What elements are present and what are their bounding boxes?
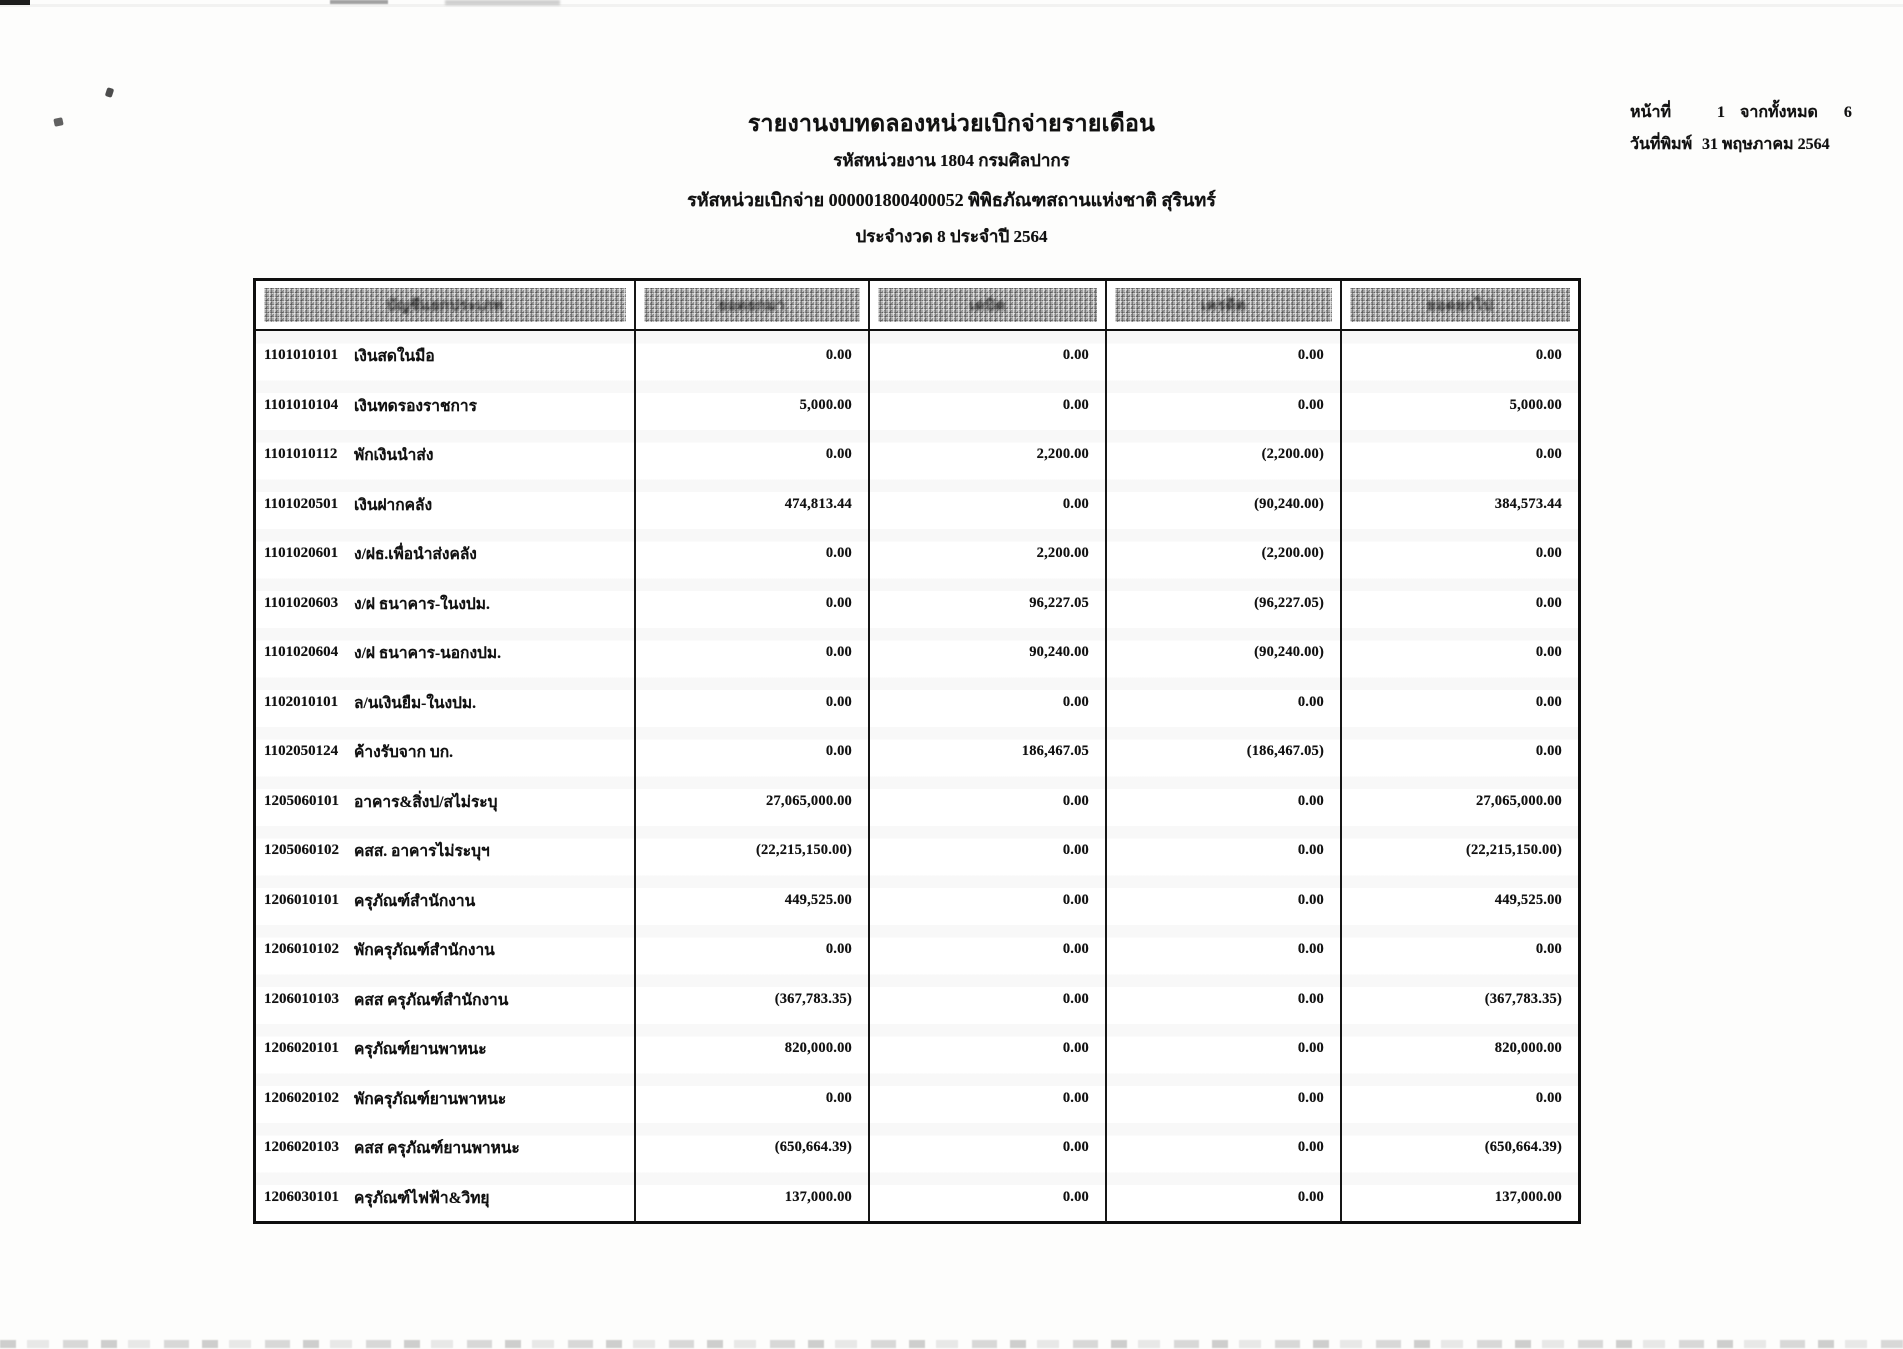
amount-carried-forward: 5,000.00: [1509, 396, 1562, 413]
amount-brought-forward: 0.00: [636, 430, 870, 480]
amount-brought-forward: 820,000.00: [636, 1024, 870, 1074]
account-cell: [256, 331, 636, 381]
account-name: คสส ครุภัณฑ์ยานพาหนะ: [354, 1140, 520, 1158]
amount-debit: 0.00: [870, 1173, 1107, 1223]
account-cell: [256, 480, 636, 530]
account-code: 1206030101: [264, 1188, 339, 1205]
table-body: [256, 331, 1578, 1222]
account-name: คสส. อาคารไม่ระบุฯ: [354, 843, 490, 861]
column-header-label: เดบิต: [969, 298, 1006, 314]
column-header-brought-forward: [636, 281, 870, 329]
amount-brought-forward: 137,000.00: [636, 1173, 870, 1223]
amount-credit: (186,467.05): [1107, 727, 1342, 777]
amount-brought-forward: 449,525.00: [636, 876, 870, 926]
total-pages-label: จากทั้งหมด: [1740, 104, 1818, 121]
amount-debit: 0.00: [870, 1074, 1107, 1124]
account-name: อาคาร&สิ่งป/สไม่ระบุ: [354, 793, 498, 811]
account-name: พักครุภัณฑ์ยานพาหนะ: [354, 1090, 507, 1108]
scan-artifact-top-smudge: [445, 0, 560, 5]
amount-credit: (2,200.00): [1107, 430, 1342, 480]
account-cell: [256, 430, 636, 480]
amount-brought-forward: 0.00: [636, 628, 870, 678]
table-row: [256, 826, 1578, 876]
amount-carried-forward: 0.00: [1535, 743, 1562, 760]
amount-brought-forward: 0.00: [636, 1074, 870, 1124]
account-code: 1206020102: [264, 1089, 339, 1106]
account-name: คสส ครุภัณฑ์สำนักงาน: [354, 991, 509, 1009]
amount-carried-forward: 0.00: [1535, 941, 1562, 958]
amount-brought-forward: (22,215,150.00): [636, 826, 870, 876]
amount-credit: (90,240.00): [1107, 480, 1342, 530]
amount-debit: 0.00: [870, 480, 1107, 530]
amount-credit: (96,227.05): [1107, 579, 1342, 629]
degraded-header-band: [644, 288, 860, 322]
amount-carried-forward: 0.00: [1535, 644, 1562, 661]
account-code: 1102050124: [264, 743, 339, 760]
table-header-row: [256, 281, 1578, 331]
amount-credit: 0.00: [1107, 777, 1342, 827]
amount-debit: 0.00: [870, 777, 1107, 827]
report-title: รายงานงบทดลองหน่วยเบิกจ่ายรายเดือน: [747, 111, 1156, 136]
total-pages: 6: [1843, 104, 1852, 121]
account-code: 1101020603: [264, 594, 339, 611]
amount-carried-forward: 27,065,000.00: [1476, 792, 1562, 809]
column-header-label: บัญชีแยกประเภท: [386, 298, 504, 314]
account-cell: [256, 579, 636, 629]
account-cell: [256, 678, 636, 728]
amount-brought-forward: 0.00: [636, 579, 870, 629]
account-cell: [256, 777, 636, 827]
account-code: 1206010103: [264, 990, 339, 1007]
amount-debit: 2,200.00: [870, 430, 1107, 480]
amount-debit: 0.00: [870, 1024, 1107, 1074]
table-row: [256, 1123, 1578, 1173]
account-name: เงินทดรองราชการ: [354, 397, 477, 415]
account-cell: [256, 727, 636, 777]
amount-carried-forward: (367,783.35): [1484, 990, 1562, 1007]
account-code: 1102010101: [264, 693, 339, 710]
degraded-header-band: [1350, 288, 1570, 322]
amount-debit: 0.00: [870, 678, 1107, 728]
account-cell: [256, 529, 636, 579]
amount-credit: 0.00: [1107, 826, 1342, 876]
account-cell: [256, 975, 636, 1025]
amount-brought-forward: 5,000.00: [636, 381, 870, 431]
account-code: 1101020604: [264, 644, 339, 661]
account-name: เงินสดในมือ: [354, 348, 435, 366]
account-code: 1101010112: [264, 446, 338, 463]
amount-credit: 0.00: [1107, 1123, 1342, 1173]
scan-artifact-speck: [105, 87, 114, 98]
account-code: 1101010101: [264, 347, 339, 364]
account-code: 1205060101: [264, 792, 339, 809]
page-number: 1: [1717, 104, 1725, 121]
account-name: ครุภัณฑ์สำนักงาน: [354, 892, 476, 910]
amount-debit: 0.00: [870, 331, 1107, 381]
amount-debit: 2,200.00: [870, 529, 1107, 579]
column-header-carried-forward: [1342, 281, 1578, 329]
degraded-header-band: [264, 288, 626, 322]
amount-debit: 0.00: [870, 975, 1107, 1025]
table-row: [256, 975, 1578, 1025]
amount-credit: 0.00: [1107, 975, 1342, 1025]
account-code: 1101010104: [264, 396, 339, 413]
table-row: [256, 876, 1578, 926]
amount-carried-forward: 0.00: [1535, 1089, 1562, 1106]
page-label: หน้าที่: [1630, 104, 1672, 121]
amount-debit: 0.00: [870, 925, 1107, 975]
table-row: [256, 1173, 1578, 1223]
amount-debit: 0.00: [870, 826, 1107, 876]
table-row: [256, 579, 1578, 629]
amount-credit: 0.00: [1107, 925, 1342, 975]
amount-brought-forward: 0.00: [636, 727, 870, 777]
table-row: [256, 727, 1578, 777]
amount-debit: 0.00: [870, 381, 1107, 431]
print-date-label: วันที่พิมพ์: [1630, 136, 1693, 153]
account-name: ครุภัณฑ์ไฟฟ้า&วิทยุ: [354, 1189, 490, 1207]
amount-brought-forward: 27,065,000.00: [636, 777, 870, 827]
account-name: ง/ฝ ธนาคาร-นอกงปม.: [354, 645, 501, 663]
table-row: [256, 1024, 1578, 1074]
account-code: 1205060102: [264, 842, 339, 859]
account-cell: [256, 826, 636, 876]
table-row: [256, 430, 1578, 480]
column-header-account: [256, 281, 636, 329]
account-cell: [256, 628, 636, 678]
table-row: [256, 529, 1578, 579]
amount-carried-forward: 0.00: [1535, 594, 1562, 611]
table-row: [256, 1074, 1578, 1124]
account-code: 1101020501: [264, 495, 339, 512]
table-row: [256, 480, 1578, 530]
column-header-label: ยอดยกไป: [1427, 298, 1493, 314]
scan-artifact-top-streak: [0, 4, 1903, 7]
amount-carried-forward: 820,000.00: [1494, 1040, 1562, 1057]
account-cell: [256, 1074, 636, 1124]
account-cell: [256, 1123, 636, 1173]
amount-carried-forward: 137,000.00: [1494, 1188, 1562, 1205]
amount-brought-forward: (367,783.35): [636, 975, 870, 1025]
amount-debit: 0.00: [870, 1123, 1107, 1173]
amount-brought-forward: 0.00: [636, 925, 870, 975]
amount-credit: 0.00: [1107, 876, 1342, 926]
print-date: 31 พฤษภาคม 2564: [1702, 136, 1830, 153]
account-name: ง/ฝธ.เพื่อนำส่งคลัง: [354, 546, 477, 564]
table-row: [256, 331, 1578, 381]
amount-brought-forward: 0.00: [636, 331, 870, 381]
amount-brought-forward: (650,664.39): [636, 1123, 870, 1173]
account-code: 1206010101: [264, 891, 339, 908]
account-name: ค้างรับจาก บก.: [354, 744, 453, 762]
print-date-row: [1630, 132, 1900, 157]
account-cell: [256, 876, 636, 926]
account-name: ครุภัณฑ์ยานพาหนะ: [354, 1041, 487, 1059]
table-row: [256, 777, 1578, 827]
column-header-credit: [1107, 281, 1342, 329]
page-number-row: [1630, 100, 1900, 125]
amount-carried-forward: 0.00: [1535, 545, 1562, 562]
amount-carried-forward: 384,573.44: [1494, 495, 1562, 512]
page-info-block: [1630, 100, 1900, 164]
table-row: [256, 925, 1578, 975]
amount-debit: 0.00: [870, 876, 1107, 926]
scan-artifact-bottom-band: [0, 1340, 1903, 1348]
disbursing-unit-line: รหัสหน่วยเบิกจ่าย 000001800400052 พิพิธภัณฑสถานแห่งชาติ สุรินทร์: [687, 190, 1216, 210]
table-row: [256, 678, 1578, 728]
amount-credit: 0.00: [1107, 381, 1342, 431]
column-header-label: เครดิต: [1200, 298, 1247, 314]
account-cell: [256, 1173, 636, 1223]
account-code: 1206020101: [264, 1040, 339, 1057]
amount-credit: 0.00: [1107, 1173, 1342, 1223]
scan-artifact-top-dash: [330, 0, 388, 4]
amount-debit: 96,227.05: [870, 579, 1107, 629]
amount-credit: 0.00: [1107, 1074, 1342, 1124]
amount-brought-forward: 0.00: [636, 529, 870, 579]
account-name: ง/ฝ ธนาคาร-ในงปม.: [354, 595, 490, 613]
account-code: 1101020601: [264, 545, 339, 562]
table-row: [256, 381, 1578, 431]
trial-balance-table: [253, 278, 1581, 1224]
column-header-label: ยอดยกมา: [718, 298, 786, 314]
amount-carried-forward: 0.00: [1535, 347, 1562, 364]
amount-credit: (90,240.00): [1107, 628, 1342, 678]
account-code: 1206020103: [264, 1139, 339, 1156]
amount-credit: (2,200.00): [1107, 529, 1342, 579]
column-header-debit: [870, 281, 1107, 329]
account-name: เงินฝากคลัง: [354, 496, 433, 514]
account-code: 1206010102: [264, 941, 339, 958]
degraded-header-band: [1115, 288, 1332, 322]
amount-debit: 186,467.05: [870, 727, 1107, 777]
amount-carried-forward: (22,215,150.00): [1465, 842, 1562, 859]
account-name: ล/นเงินยืม-ในงปม.: [354, 694, 476, 712]
amount-brought-forward: 0.00: [636, 678, 870, 728]
account-cell: [256, 1024, 636, 1074]
scan-artifact-corner-mark: [0, 0, 30, 5]
agency-code-line: รหัสหน่วยงาน 1804 กรมศิลปากร: [833, 151, 1070, 170]
amount-carried-forward: 0.00: [1535, 446, 1562, 463]
amount-carried-forward: 0.00: [1535, 693, 1562, 710]
amount-brought-forward: 474,813.44: [636, 480, 870, 530]
amount-carried-forward: 449,525.00: [1494, 891, 1562, 908]
period-line: ประจำงวด 8 ประจำปี 2564: [855, 227, 1048, 246]
amount-credit: 0.00: [1107, 678, 1342, 728]
amount-debit: 90,240.00: [870, 628, 1107, 678]
amount-credit: 0.00: [1107, 331, 1342, 381]
amount-carried-forward: (650,664.39): [1484, 1139, 1562, 1156]
account-name: พักเงินนำส่ง: [354, 447, 434, 465]
table-row: [256, 628, 1578, 678]
account-cell: [256, 925, 636, 975]
account-cell: [256, 381, 636, 431]
degraded-header-band: [878, 288, 1097, 322]
account-name: พักครุภัณฑ์สำนักงาน: [354, 942, 495, 960]
amount-credit: 0.00: [1107, 1024, 1342, 1074]
